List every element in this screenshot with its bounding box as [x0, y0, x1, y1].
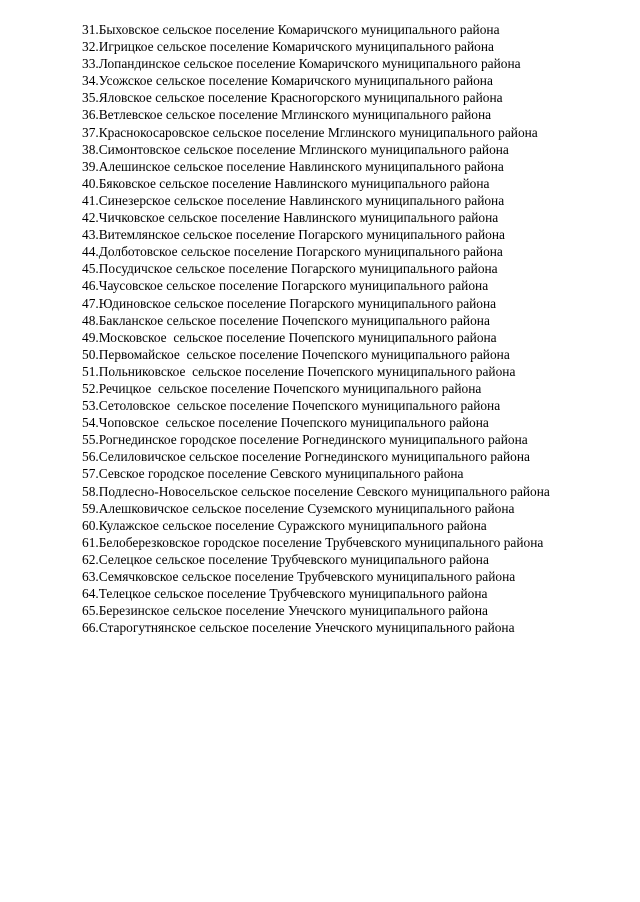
settlement-list	[82, 21, 550, 636]
list-item: 34.Усожское сельское поселение Комаричского муниципального района	[82, 73, 493, 89]
list-item: 66.Старогутнянское сельское поселение Унечского муниципального района	[82, 620, 515, 636]
list-item: 44.Долботовское сельское поселение Погарского муниципального района	[82, 244, 503, 260]
list-item: 41.Синезерское сельское поселение Навлинского муниципального района	[82, 192, 505, 208]
list-item: 47.Юдиновское сельское поселение Погарского муниципального района	[82, 295, 497, 311]
list-item: 35.Яловское сельское поселение Красногорского муниципального района	[82, 90, 503, 106]
list-item: 38.Симонтовское сельское поселение Мглинского муниципального района	[82, 141, 509, 157]
list-item: 31.Быховское сельское поселение Комаричского муниципального района	[82, 22, 500, 37]
list-item: 33.Лопандинское сельское поселение Комаричского муниципального района	[82, 56, 521, 72]
list-item: 54.Чоповское сельское поселение Почепского муниципального района	[82, 415, 489, 431]
list-item: 48.Бакланское сельское поселение Почепского муниципального района	[82, 312, 490, 328]
list-item: 32.Игрицкое сельское поселение Комаричского муниципального района	[82, 39, 494, 55]
list-item: 46.Чаусовское сельское поселение Погарского муниципального района	[82, 278, 489, 294]
list-item: 45.Посудичское сельское поселение Погарского муниципального района	[82, 261, 498, 277]
list-item: 56.Селиловичское сельское поселение Рогнединского муниципального района	[82, 449, 530, 465]
list-item: 42.Чичковское сельское поселение Навлинского муниципального района	[82, 210, 499, 226]
list-item: 65.Березинское сельское поселение Унечского муниципального района	[82, 603, 488, 619]
list-item: 51.Польниковское сельское поселение Почепского муниципального района	[82, 363, 516, 379]
list-item: 59.Алешковичское сельское поселение Суземского муниципального района	[82, 500, 515, 516]
list-item: 50.Первомайское сельское поселение Почепского муниципального района	[82, 346, 510, 362]
list-item: 40.Бяковское сельское поселение Навлинского муниципального района	[82, 175, 490, 191]
list-item: 60.Кулажское сельское поселение Суражского муниципального района	[82, 517, 487, 533]
list-item: 36.Ветлевское сельское поселение Мглинского муниципального района	[82, 107, 492, 123]
list-item: 49.Московское сельское поселение Почепского муниципального района	[82, 329, 497, 345]
list-item: 62.Селецкое сельское поселение Трубчевского муниципального района	[82, 551, 489, 567]
list-item: 57.Севское городское поселение Севского муниципального района	[82, 466, 464, 482]
list-item: 43.Витемлянское сельское поселение Погарского муниципального района	[82, 227, 505, 243]
list-item: 55.Рогнединское городское поселение Рогнединского муниципального района	[82, 432, 528, 448]
list-item: 37.Краснокосаровское сельское поселение Мглинского муниципального района	[82, 124, 538, 140]
list-item: 61.Белоберезковское городское поселение Трубчевского муниципального района	[82, 534, 544, 550]
list-item: 64.Телецкое сельское поселение Трубчевского муниципального района	[82, 586, 488, 602]
list-item: 39.Алешинское сельское поселение Навлинского муниципального района	[82, 158, 504, 174]
list-item: 63.Семячковское сельское поселение Трубчевского муниципального района	[82, 569, 516, 584]
list-item: 53.Сетоловское сельское поселение Почепского муниципального района	[82, 398, 501, 414]
list-item: 52.Речицкое сельское поселение Почепского муниципального района	[82, 380, 482, 396]
list-item: 58.Подлесно-Новосельское сельское поселение Севского муниципального района	[82, 483, 550, 499]
